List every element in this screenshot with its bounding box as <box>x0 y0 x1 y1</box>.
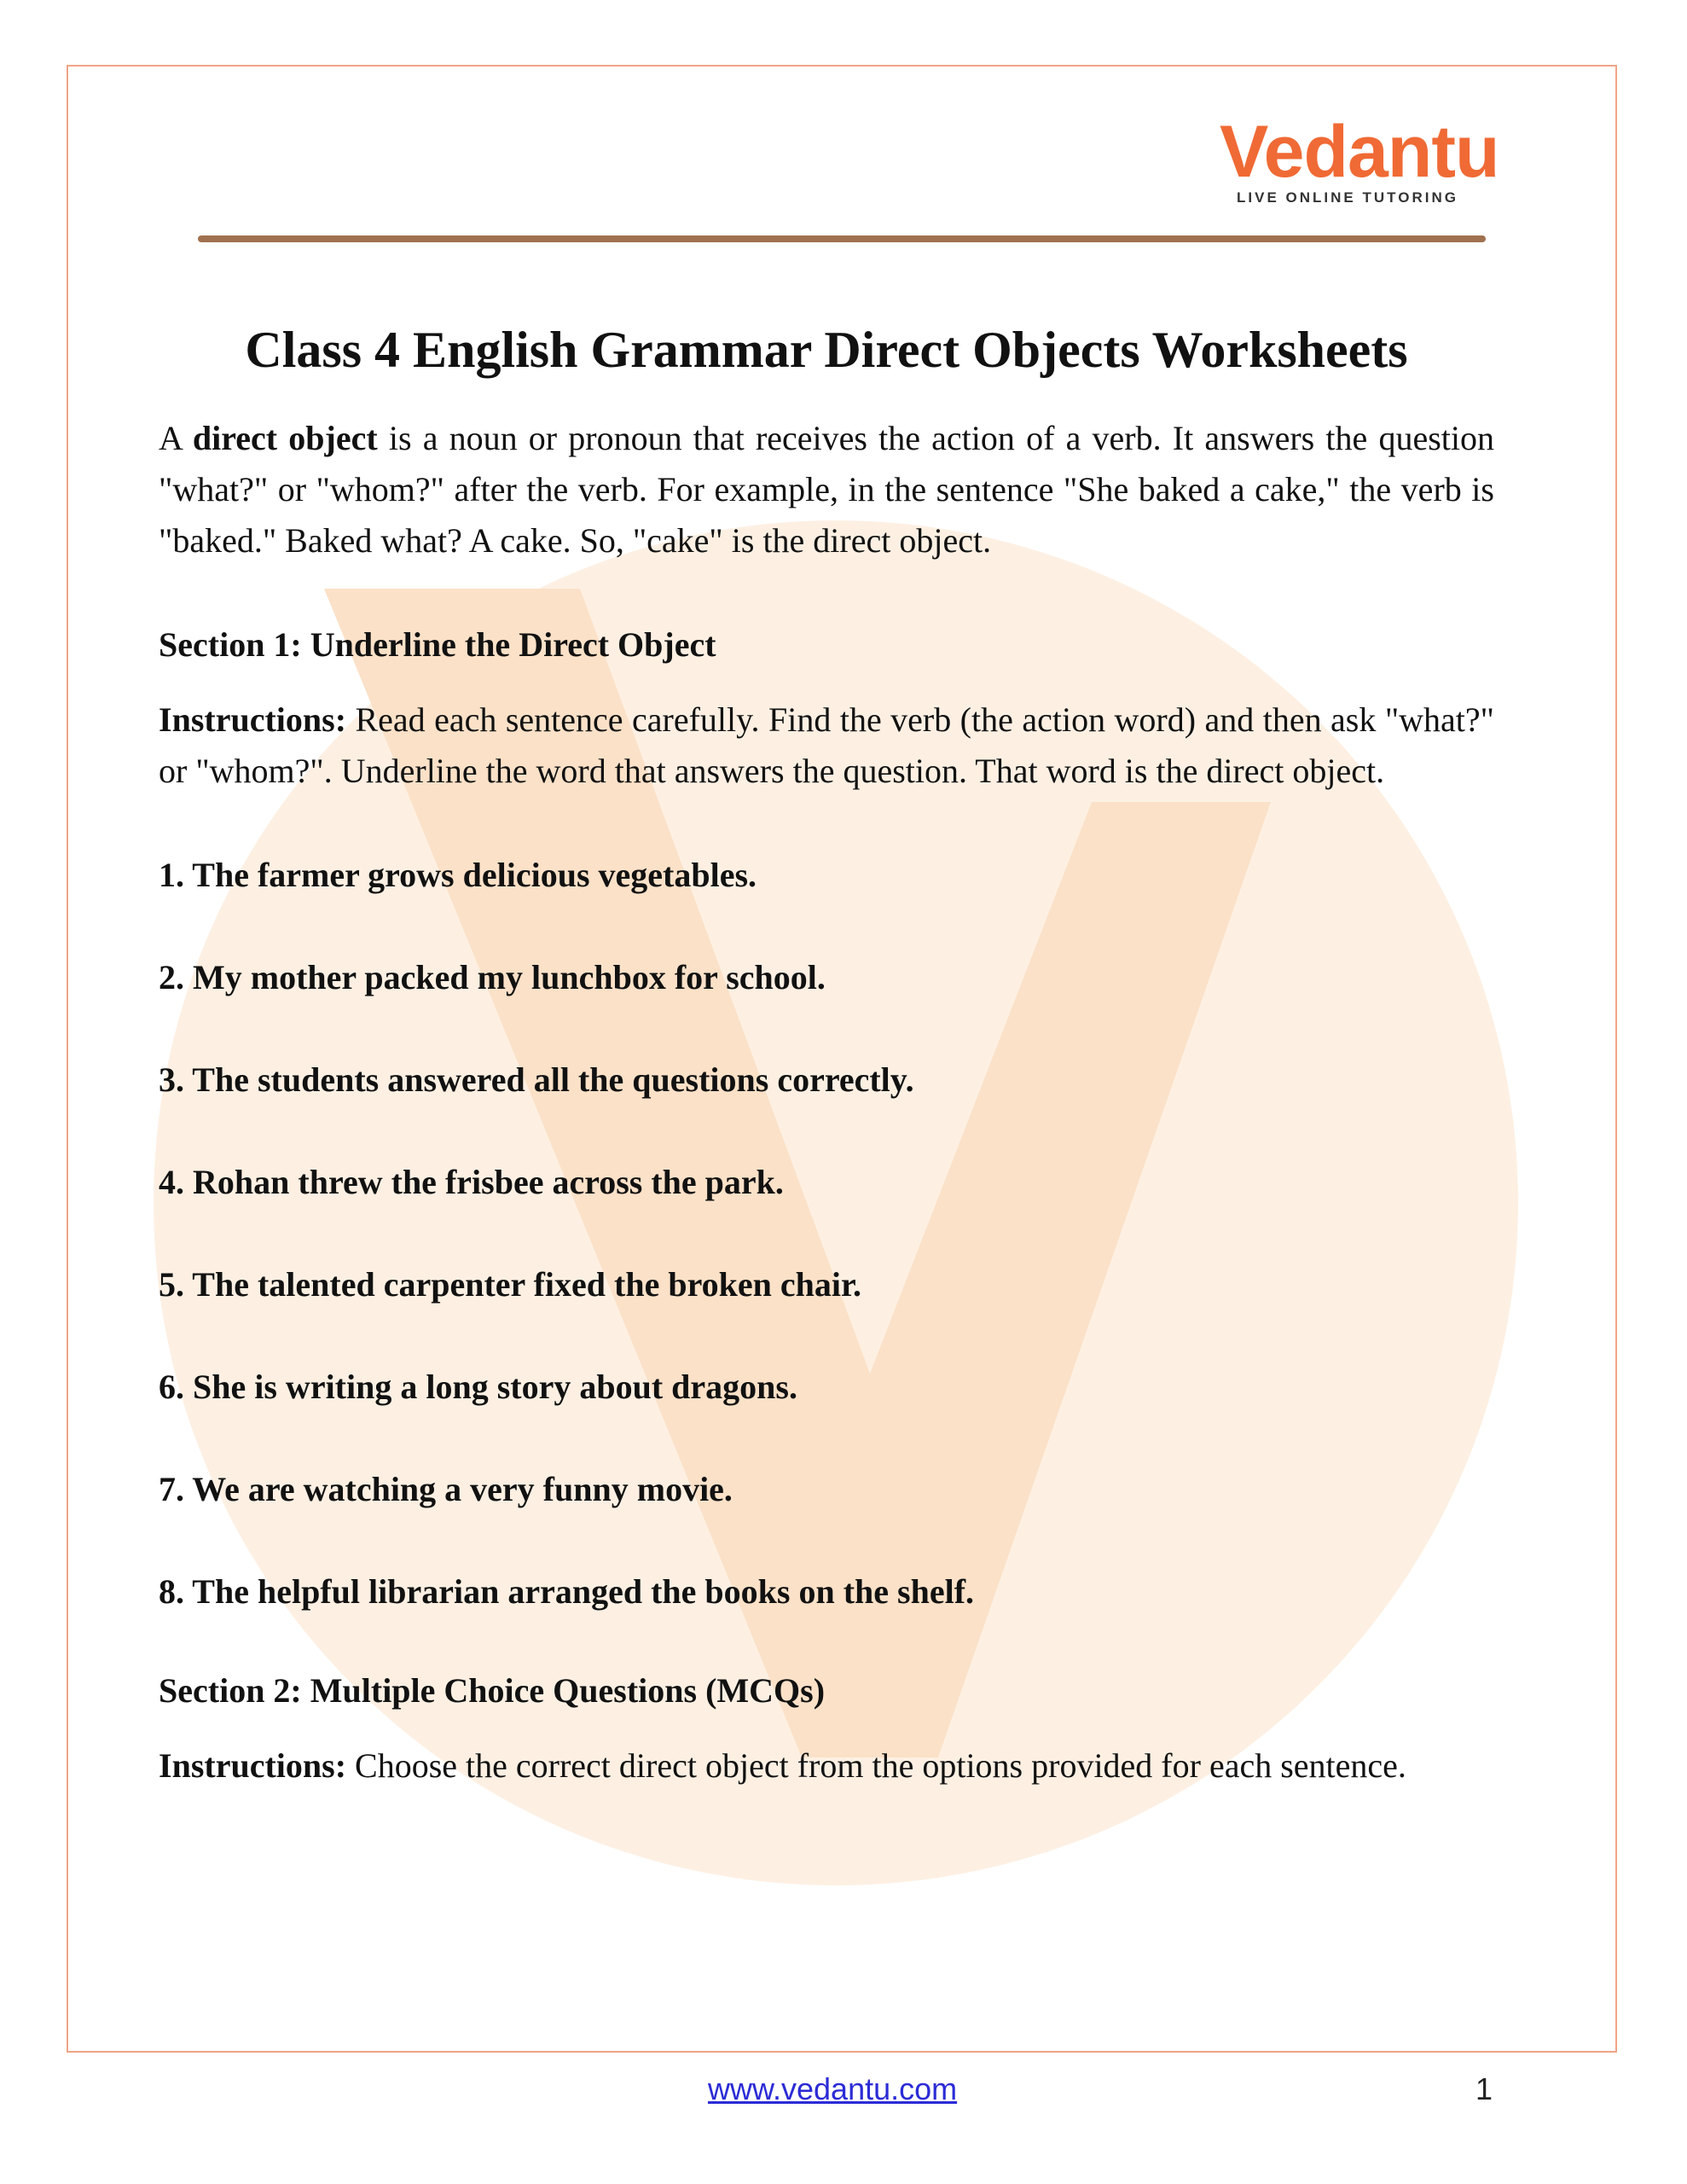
footer-website-link[interactable]: www.vedantu.com <box>708 2071 958 2106</box>
instructions-label: Instructions: <box>159 700 347 739</box>
intro-term: direct object <box>192 419 378 457</box>
section-1-heading: Section 1: Underline the Direct Object <box>159 625 716 664</box>
section-1-instructions <box>159 694 1494 797</box>
logo-wordmark: Vedantu <box>1220 111 1499 193</box>
section-2-heading: Section 2: Multiple Choice Questions (MCQs) <box>159 1671 826 1710</box>
instructions-text: Read each sentence carefully. Find the verb (the action word) and then ask "what?" or "whom?". Underline the word that answers the question. That word is the direct object. <box>159 700 1494 790</box>
intro-lead: A <box>159 419 193 457</box>
intro-text: is a noun or pronoun that receives the action of a verb. It answers the question "what?" or "whom?" after the verb. For example, in the sentence "She baked a cake," the verb is "baked." Baked what? A cake. So, "cake" is the direct object. <box>159 419 1494 560</box>
list-item: 4. Rohan threw the frisbee across the park. <box>159 1163 784 1201</box>
section-2-instructions <box>159 1740 1494 1792</box>
logo-tagline: LIVE ONLINE TUTORING <box>1237 189 1458 206</box>
section-1-list <box>159 850 1494 1618</box>
header-divider <box>198 235 1486 242</box>
page-number: 1 <box>1475 2071 1493 2106</box>
list-item: 3. The students answered all the questions correctly. <box>159 1060 914 1099</box>
instructions-label: Instructions: <box>159 1746 347 1785</box>
list-item: 5. The talented carpenter fixed the broken chair. <box>159 1265 862 1304</box>
list-item: 6. She is writing a long story about dragons. <box>159 1368 797 1406</box>
worksheet-content <box>159 316 1494 1792</box>
instructions-text: Choose the correct direct object from the options provided for each sentence. <box>346 1746 1406 1785</box>
intro-paragraph <box>159 413 1494 566</box>
list-item: 2. My mother packed my lunchbox for school. <box>159 958 826 996</box>
vedantu-logo <box>1220 111 1499 213</box>
list-item: 8. The helpful librarian arranged the books on the shelf. <box>159 1572 975 1611</box>
list-item: 1. The farmer grows delicious vegetables. <box>159 856 757 894</box>
list-item: 7. We are watching a very funny movie. <box>159 1470 733 1508</box>
page-title: Class 4 English Grammar Direct Objects Worksheets <box>245 322 1408 378</box>
